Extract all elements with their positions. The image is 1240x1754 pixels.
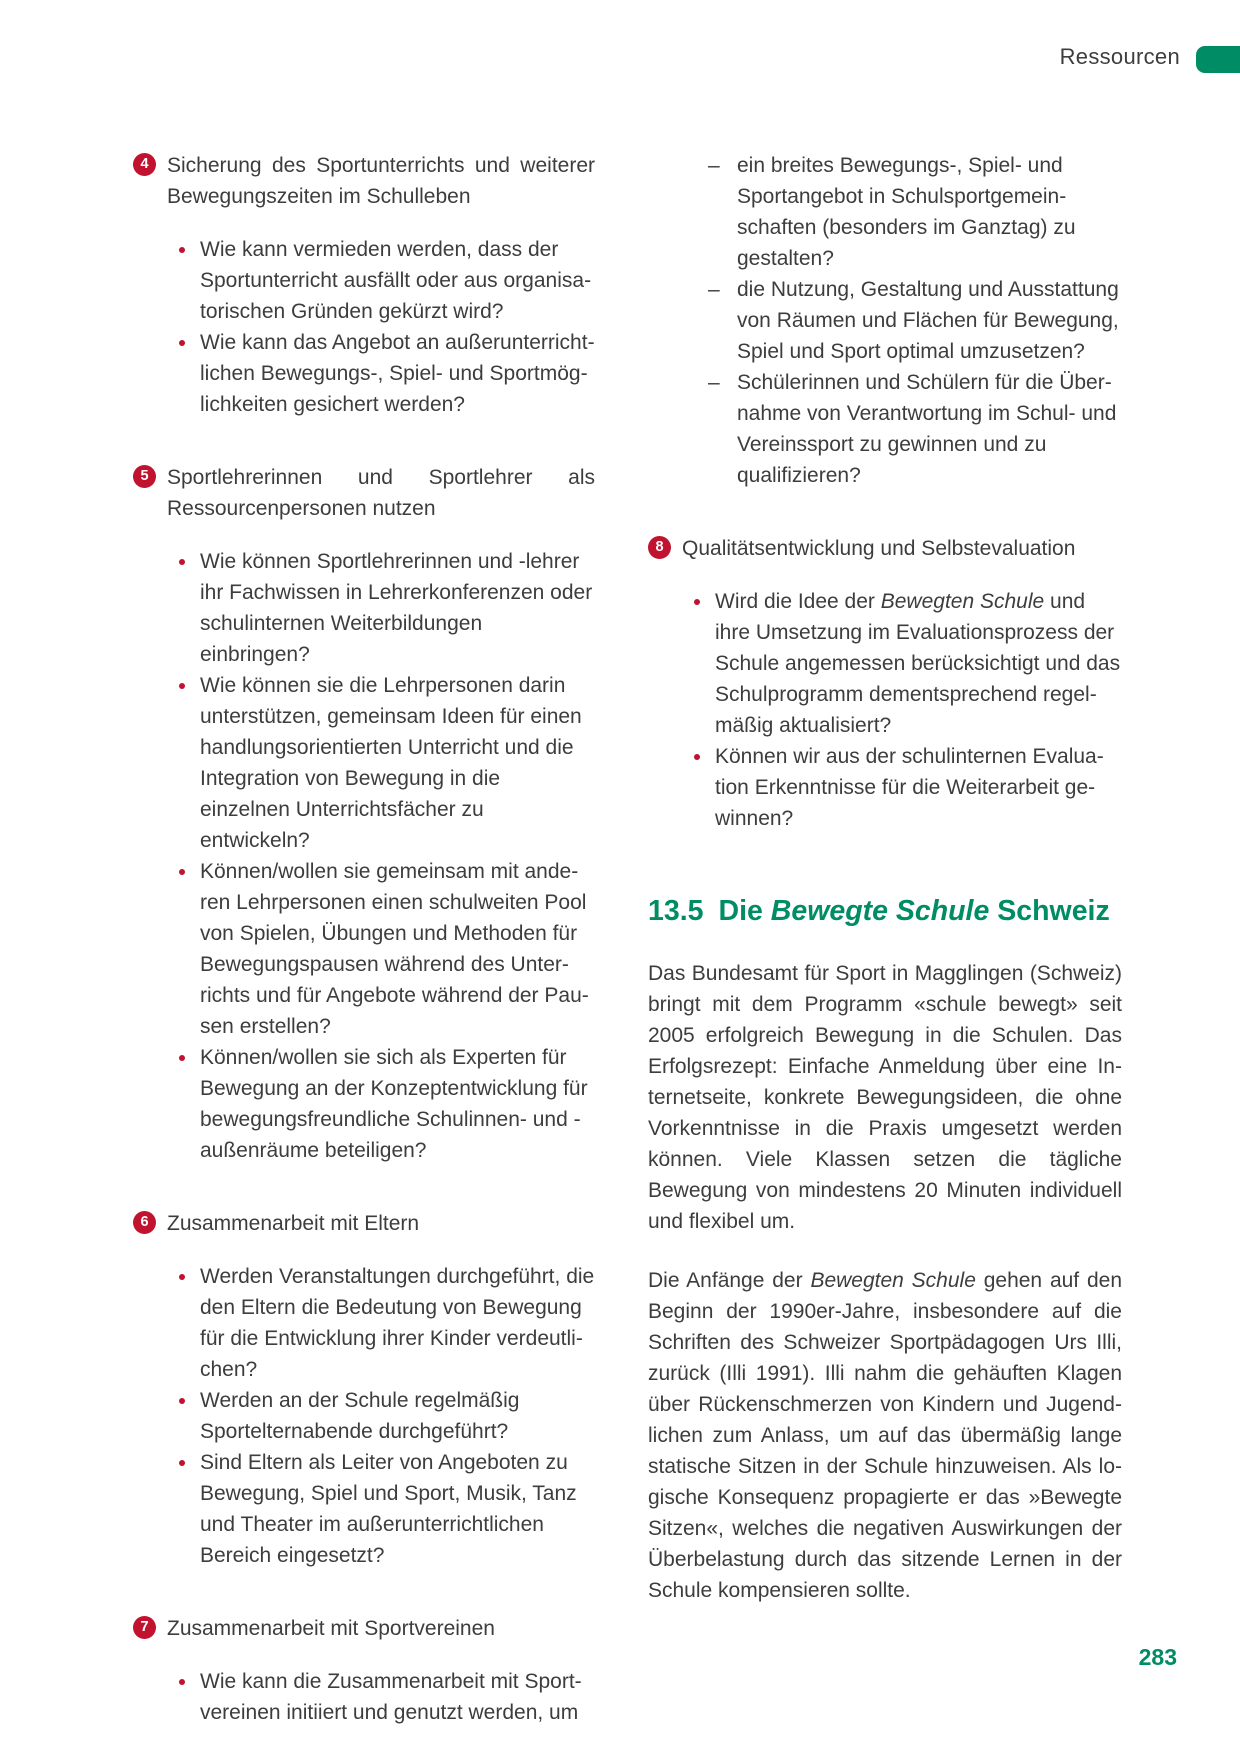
bullet-item: Wie können sie die Lehrpersonen darin unterstützen, gemeinsam Ideen für einen handlungsorientierten Unterricht und die Integration von Bewegung in die einzelnen Unterrichtsfächer zu entwickeln? <box>133 670 595 856</box>
dash-list <box>648 150 1122 491</box>
checklist-item-6 <box>133 1208 595 1571</box>
page-number: 283 <box>1138 1644 1177 1670</box>
bullet-item <box>648 586 1122 741</box>
checklist-item-7 <box>133 1613 595 1728</box>
chapter-tab-marker <box>1196 46 1240 73</box>
checklist-item-5 <box>133 462 595 1166</box>
checklist-item-4 <box>133 150 595 420</box>
item-title: Sportlehrerinnen und Sportlehrer als Ressourcenpersonen nutzen <box>167 466 595 520</box>
bullet-item: Wie kann die Zusammenarbeit mit Sportvereinen initiiert und genutzt werden, um <box>133 1666 595 1728</box>
item-number-badge: 5 <box>133 465 156 488</box>
bullet-list <box>648 586 1122 834</box>
bullet-item: Wie können Sportlehrerinnen und -lehrer ihr Fachwissen in Lehrerkonferenzen oder schulinternen Weiterbildungen einbringen? <box>133 546 595 670</box>
left-column <box>133 150 595 1728</box>
bullet-list <box>133 1666 595 1728</box>
bullet-list <box>133 546 595 1166</box>
bullet-item: Werden an der Schule regelmäßig Sportelternabende durchgeführt? <box>133 1385 595 1447</box>
item-number-badge: 8 <box>648 536 671 559</box>
bullet-list <box>133 234 595 420</box>
item-number-badge: 4 <box>133 153 156 176</box>
bullet-item: Können/wollen sie sich als Experten für Bewegung an der Konzeptentwicklung für bewegungsfreundliche Schulinnen- und -außenräume beteiligen? <box>133 1042 595 1166</box>
section-title-text: Die <box>718 895 771 927</box>
right-column <box>648 150 1122 1606</box>
dash-item: – Schülerinnen und Schülern für die Übernahme von Verantwortung im Schul- und Vereinssport zu gewinnen und zu qualifizieren? <box>648 367 1122 491</box>
bullet-item: Sind Eltern als Leiter von Angeboten zu Bewegung, Spiel und Sport, Musik, Tanz und Theater im außerunterrichtlichen Bereich eingesetzt? <box>133 1447 595 1571</box>
bullet-text: Wird die Idee der <box>715 590 881 613</box>
bullet-item: Wie kann das Angebot an außerunterrichtlichen Bewegungs-, Spiel- und Sportmöglichkeiten gesichert werden? <box>133 327 595 420</box>
item-number-badge: 6 <box>133 1211 156 1234</box>
item-title: Zusammenarbeit mit Sportvereinen <box>167 1617 495 1640</box>
item-heading <box>133 150 595 212</box>
bullet-item: Können/wollen sie gemeinsam mit anderen Lehrpersonen einen schulweiten Pool von Spielen, Übungen und Methoden für Bewegungspausen während des Unterrichts und für Angebote während der Pausen erstellen? <box>133 856 595 1042</box>
italic-term: Bewegte Schule <box>770 895 990 927</box>
checklist-item-8 <box>648 533 1122 834</box>
bullet-item: Können wir aus der schulinternen Evaluation Erkenntnisse für die Weiterarbeit gewinnen? <box>648 741 1122 834</box>
dash-item: – die Nutzung, Gestaltung und Ausstattung von Räumen und Flächen für Bewegung, Spiel und Sport optimal umzusetzen? <box>648 274 1122 367</box>
section-title-text: Schweiz <box>989 895 1110 927</box>
paragraph-text: gehen auf den Beginn der 1990er-Jahre, insbesondere auf die Schriften des Schweizer Sportpädagogen Urs Illi, zurück (Illi 1991). Illi nahm die gehäuften Klagen über Rückenschmerzen von Kindern und Jugendlichen zum Anlass, um auf das übermäßig lange statische Sitzen in der Schule hinzuweisen. Als logische Konsequenz propagierte er das »Bewegte Sitzen«, welches die negativen Auswirkungen der Überbelastung durch das sitzende Lernen in der Schule kompensieren sollte. <box>648 1269 1123 1602</box>
section-heading <box>648 892 1122 930</box>
item-heading <box>133 1208 595 1239</box>
item-title: Qualitätsentwicklung und Selbstevaluation <box>682 537 1076 560</box>
item-heading <box>133 462 595 524</box>
item-heading <box>133 1613 595 1644</box>
dash-item: – ein breites Bewegungs-, Spiel- und Sportangebot in Schulsportgemeinschaften (besonders im Ganztag) zu gestalten? <box>648 150 1122 274</box>
item-number-badge: 7 <box>133 1616 156 1639</box>
item-heading <box>648 533 1122 564</box>
italic-term: Bewegten Schule <box>810 1269 976 1292</box>
item-title: Sicherung des Sportunterrichts und weiterer Bewegungszeiten im Schulleben <box>167 154 595 208</box>
item-title: Zusammenarbeit mit Eltern <box>167 1212 420 1235</box>
bullet-item: Wie kann vermieden werden, dass der Sportunterricht ausfällt oder aus organisatorischen Gründen gekürzt wird? <box>133 234 595 327</box>
paragraph: Das Bundesamt für Sport in Magglingen (Schweiz) bringt mit dem Programm «schule bewegt» seit 2005 erfolgreich Bewegung in die Schulen. Das Erfolgsrezept: Einfache Anmeldung über eine Internetseite, konkrete Bewegungsideen, die ohne Vorkenntnisse in die Praxis umgesetzt werden können. Viele Klassen setzen die tägliche Bewegung von mindestens 20 Minuten individuell und flexibel um. <box>648 962 1122 1233</box>
bullet-list <box>133 1261 595 1571</box>
italic-term: Bewegten Schule <box>880 590 1045 613</box>
bullet-item: Werden Veranstaltungen durchgeführt, die den Eltern die Bedeutung von Bewegung für die Entwicklung ihrer Kinder verdeutlichen? <box>133 1261 595 1385</box>
paragraph-text: Die Anfänge der <box>648 1269 811 1292</box>
running-head: Ressourcen <box>1059 44 1180 69</box>
section-number: 13.5 <box>648 895 704 927</box>
bullet-text: und ihre Umsetzung im Evaluationsprozess der Schule angemessen berücksichtigt und das Schulprogramm dementsprechend regelmäßig aktualisiert? <box>715 590 1121 737</box>
paragraph <box>648 1265 1122 1606</box>
